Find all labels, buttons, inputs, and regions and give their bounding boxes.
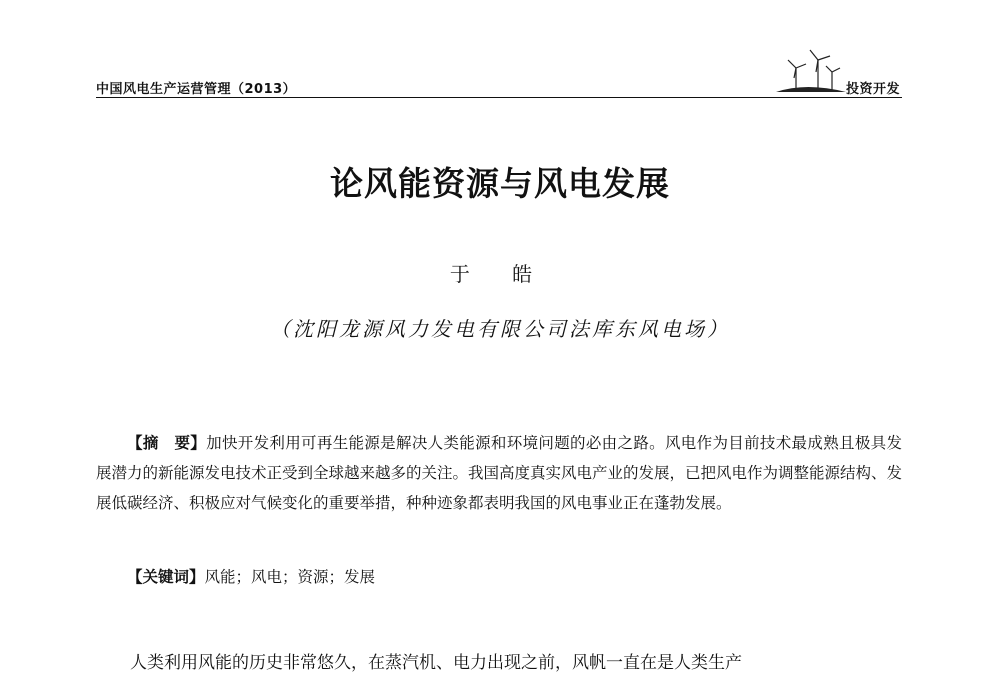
wind-turbine-icon: [776, 46, 846, 96]
journal-name: 中国风电生产运营管理（2013）: [96, 82, 297, 97]
abstract-text: 加快开发利用可再生能源是解决人类能源和环境问题的必由之路。风电作为目前技术最成熟且极具发展潜力的新能源发电技术正受到全球越来越多的关注。我国高度真实风电产业的发展，已把风电作为调整能源结构、发展低碳经济、积极应对气候变化的重要举措，种种迹象都表明我国的风电事业正在蓬勃发展。: [96, 434, 903, 512]
body-paragraph: 人类利用风能的历史非常悠久，在蒸汽机、电力出现之前，风帆一直在是人类生产: [130, 653, 742, 673]
article-title: 论风能资源与风电发展: [330, 164, 670, 203]
keywords-text: 风能；风电；资源；发展: [204, 568, 376, 586]
author-affiliation: （沈阳龙源风力发电有限公司法库东风电场）: [270, 317, 730, 341]
abstract: [96, 428, 902, 518]
running-header: [96, 60, 902, 100]
keywords: [96, 562, 902, 592]
section-name: 投资开发: [845, 82, 900, 97]
keywords-label: 【关键词】: [127, 568, 205, 586]
header-divider: [96, 97, 902, 98]
abstract-label: 【摘 要】: [127, 434, 207, 452]
article-author: 于 皓: [449, 262, 551, 286]
